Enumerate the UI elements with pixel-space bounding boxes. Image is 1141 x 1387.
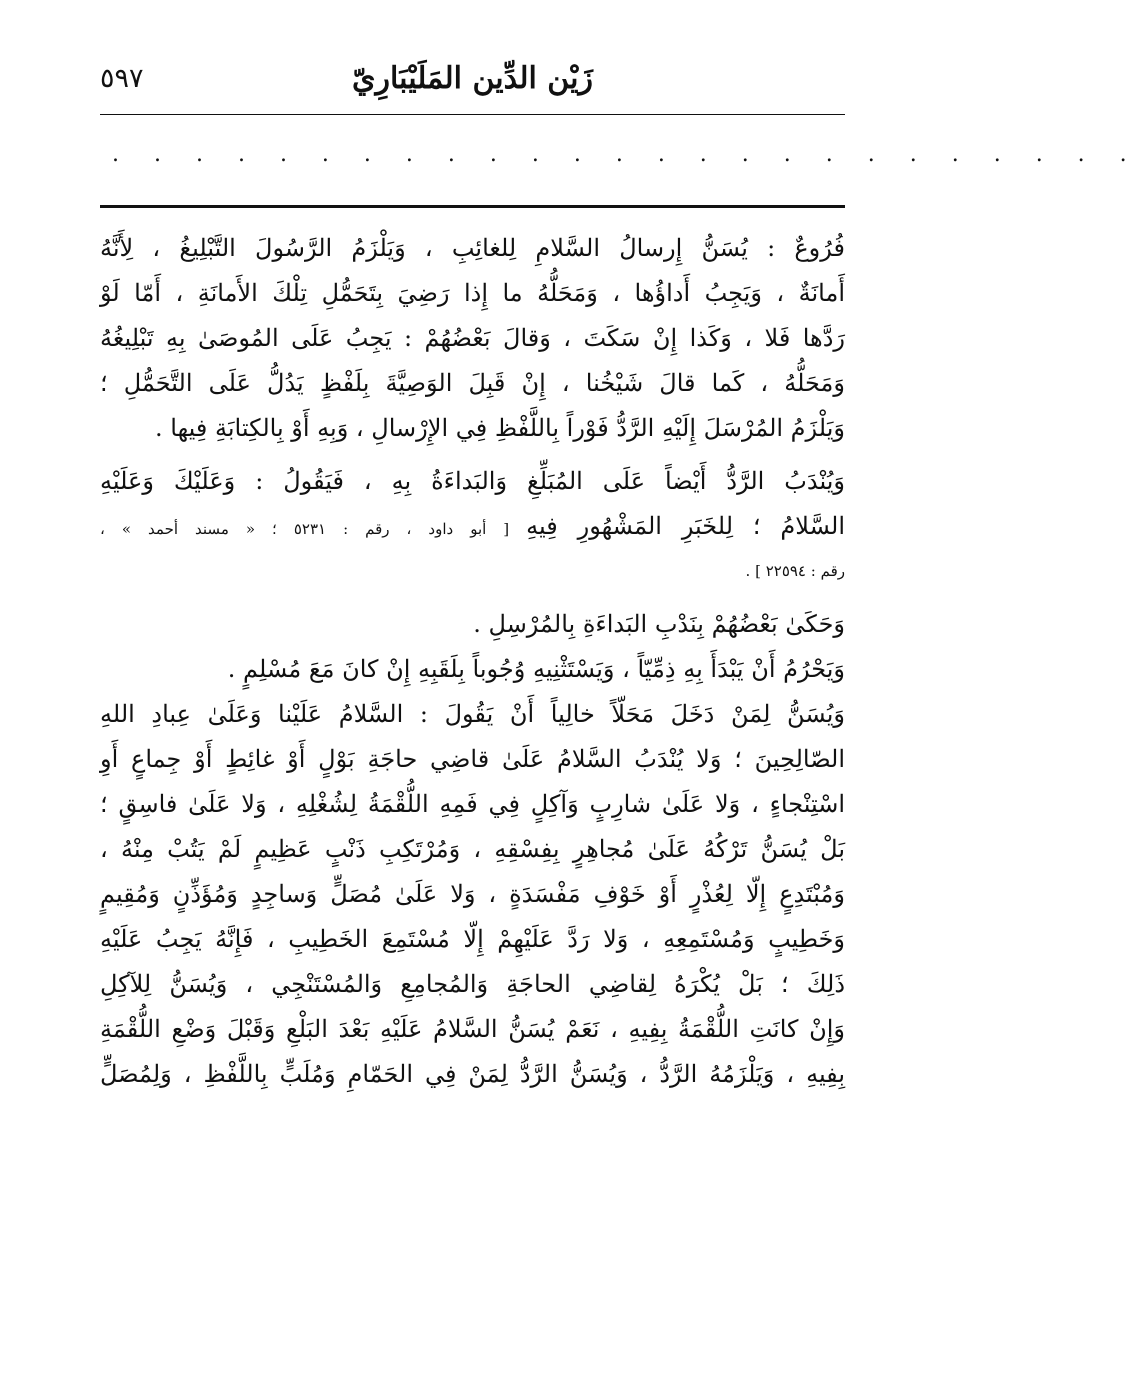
text-line: بِفِيهِ ، وَيَلْزَمُهُ الرَّدُّ ، وَيُسَنُّ الرَّدُّ لِمَنْ فِي الحَمّامِ وَمُلَبٍّ بِاللَّفْظِ ، وَلِمُصَلٍّ xyxy=(100,1060,845,1088)
text-line: وَخَطِيبٍ وَمُسْتَمِعِهِ ، وَلا رَدَّ عَلَيْهِمْ إِلّا مُسْتَمِعَ الخَطِيبِ ، فَإِنَّهُ يَجِبُ عَلَيْهِ xyxy=(100,925,845,953)
paragraph-1 xyxy=(100,226,845,451)
text-segment: السَّلامُ ؛ لِلخَبَرِ المَشْهُورِ فِيهِ xyxy=(526,512,845,540)
text-line: وَيُسَنُّ لِمَنْ دَخَلَ مَحَلّاً خالِياً أَنْ يَقُولَ : السَّلامُ عَلَيْنا وَعَلَىٰ عِبادِ اللهِ xyxy=(100,700,845,728)
text-line: وَحَكَىٰ بَعْضُهُمْ بِنَدْبِ البَداءَةِ بِالمُرْسِلِ . xyxy=(473,610,845,638)
text-line: وَيَحْرُمُ أَنْ يَبْدَأَ بِهِ ذِمِّيّاً ، وَيَسْتَثْنِيهِ وُجُوباً بِلَقَبِهِ إِنْ كانَ مَعَ مُسْلِمٍ . xyxy=(227,655,845,683)
paragraph-2 xyxy=(100,459,845,594)
page-number: ٥٩٧ xyxy=(100,63,144,94)
paragraph-3 xyxy=(100,602,845,647)
text-line: اسْتِنْجاءٍ ، وَلا عَلَىٰ شارِبٍ وَآكِلٍ فِي فَمِهِ اللُّقْمَةُ لِشُغْلِهِ ، وَلا عَلَىٰ فاسِقٍ ؛ xyxy=(100,790,845,818)
section-rule xyxy=(100,205,845,208)
hadith-reference: [ أبو داود ، رقم : ٥٢٣١ ؛ « مسند أحمد » ، xyxy=(100,520,510,538)
text-line: ذَلِكَ ؛ بَلْ يُكْرَهُ لِقاضِي الحاجَةِ وَالمُجامِعِ وَالمُسْتَنْجِي ، وَيُسَنُّ لِلآكِلِ xyxy=(100,970,846,998)
text-line: وَيُنْدَبُ الرَّدُّ أَيْضاً عَلَى المُبَلِّغِ وَالبَداءَةُ بِهِ ، فَيَقُولُ : وَعَلَيْكَ وَعَلَيْهِ xyxy=(100,467,845,495)
text-line: وَمَحَلُّهُ ، كَما قالَ شَيْخُنا ، إِنْ قَبِلَ الوَصِيَّةَ بِلَفْظٍ يَدُلُّ عَلَى التَّحَمُّلِ ؛ xyxy=(100,369,845,397)
running-title: زَيْن الدِّين المَلَيْبَارِيّ xyxy=(352,61,593,96)
paragraph-4 xyxy=(100,647,845,692)
text-line: وَيَلْزَمُ المُرْسَلَ إِلَيْهِ الرَّدُّ فَوْراً بِاللَّفْظِ فِي الإِرْسالِ ، وَبِهِ أَوْ بِالكِتابَةِ فِيها . xyxy=(155,414,845,442)
paragraph-5 xyxy=(100,692,845,1097)
body-text xyxy=(100,226,845,1097)
page-header xyxy=(100,58,845,100)
text-line-with-reference xyxy=(100,504,845,549)
separator-dots: . . . . . . . . . . . . . . . . . . . . . . . . . xyxy=(112,142,1141,167)
header-rule xyxy=(100,114,845,115)
text-line: وَإِنْ كانَتِ اللُّقْمَةُ بِفِيهِ ، نَعَمْ يُسَنُّ السَّلامُ عَلَيْهِ بَعْدَ البَلْعِ وَقَبْلَ وَضْعِ اللُّقْمَةِ xyxy=(100,1015,846,1043)
text-line: الصّالِحِينَ ؛ وَلا يُنْدَبُ السَّلامُ عَلَىٰ قاضِي حاجَةِ بَوْلٍ أَوْ غائِطٍ أَوْ جِماعٍ أَوِ xyxy=(100,745,845,773)
text-line: رَدَّها فَلا ، وَكَذا إِنْ سَكَتَ ، وَقالَ بَعْضُهُمْ : يَجِبُ عَلَى المُوصَىٰ بِهِ تَبْلِيغُهُ xyxy=(100,324,845,352)
text-line: وَمُبْتَدِعٍ إِلّا لِعُذْرٍ أَوْ خَوْفِ مَفْسَدَةٍ ، وَلا عَلَىٰ مُصَلٍّ وَساجِدٍ وَمُؤَذِّنٍ وَمُقِيمٍ xyxy=(100,880,845,908)
text-line: أَمانَةٌ ، وَيَجِبُ أَداؤُها ، وَمَحَلُّهُ ما إِذا رَضِيَ بِتَحَمُّلِ تِلْكَ الأَمانَةِ ، أَمّا لَوْ xyxy=(100,279,845,307)
text-line: بَلْ يُسَنُّ تَرْكُهُ عَلَىٰ مُجاهِرٍ بِفِسْقِهِ ، وَمُرْتَكِبِ ذَنْبٍ عَظِيمٍ لَمْ يَتُبْ مِنْهُ ، xyxy=(100,835,845,863)
text-line: فُرُوعٌ : يُسَنُّ إِرسالُ السَّلامِ لِلغائِبِ ، وَيَلْزَمُ الرَّسُولَ التَّبْلِيغُ ، لِأَنَّهُ xyxy=(100,234,845,262)
hadith-reference-end: رقم : ٢٢٥٩٤ ] . xyxy=(745,562,845,580)
